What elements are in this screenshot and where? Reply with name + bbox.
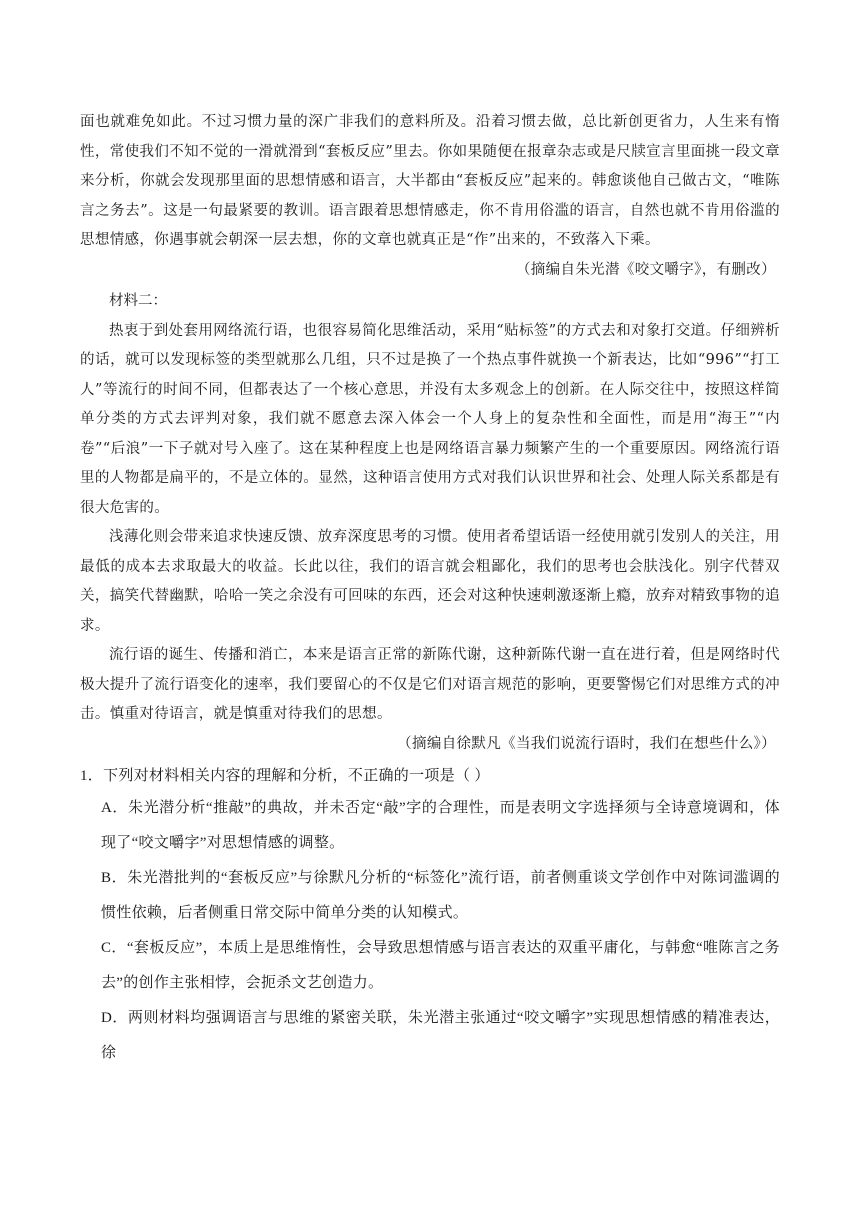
material-two-paragraph-1: 热衷于到处套用网络流行语，也很容易简化思维活动，采用“贴标签”的方式去和对象打交道。仔细辨析的话，就可以发现标签的类型就那么几组，只不过是换了一个热点事件就换一个新表达，比如“996”“打工人”等流行的时间不同，但都表达了一个核心意思，并没有太多观念上的创新。在人际交往中，按照这样简单分类的方式去评判对象，我们就不愿意去深入体会一个人身上的复杂性和全面性，而是用“海王”“内卷”“后浪”一下子就对号入座了。这在某种程度上也是网络语言暴力频繁产生的一个重要原因。网络流行语里的人物都是扁平的，不是立体的。显然，这种语言使用方式对我们认识世界和社会、处理人际关系都是有很大危害的。	[80, 322, 780, 516]
question-option-d: D．两则材料均强调语言与思维的紧密关联，朱光潜主张通过“咬文嚼字”实现思想情感的精准表达，徐	[101, 1010, 780, 1061]
material-one-paragraph: 面也就难免如此。不过习惯力量的深广非我们的意料所及。沿着习惯去做，总比新创更省力，人生来有惰性，常使我们不知不觉的一滑就滑到“套板反应”里去。你如果随便在报章杂志或是尺牍宣言里面挑一段文章来分析，你就会发现那里面的思想情感和语言，大半都由“套板反应”起来的。韩愈谈他自己做古文，“唯陈言之务去”。这是一句最紧要的教训。语言跟着思想情感走，你不肯用俗滥的语言，自然也就不肯用俗滥的思想情感，你遇事就会朝深一层去想，你的文章也就真正是“作”出来的，不致落入下乘。	[80, 114, 780, 248]
question-stem: 1．下列对材料相关内容的理解和分析，不正确的一项是（ ）	[80, 768, 490, 784]
material-two-paragraph-3: 流行语的诞生、传播和消亡，本来是语言正常的新陈代谢，这种新陈代谢一直在进行着，但是网络时代极大提升了流行语变化的速率，我们要留心的不仅是它们对语言规范的影响，更要警惕它们对思维方式的冲击。慎重对待语言，就是慎重对待我们的思想。	[80, 647, 780, 722]
material-two-heading: 材料二：	[109, 293, 167, 309]
document-body	[80, 108, 780, 1071]
material-two-source: （摘编自徐默凡《当我们说流行语时，我们在想些什么》）	[397, 735, 776, 752]
question-option-a: A．朱光潜分析“推敲”的典故，并未否定“敲”字的合理性，而是表明文字选择须与全诗意境调和，体现了“咬文嚼字”对思想情感的调整。	[101, 800, 780, 851]
material-one-source: （摘编自朱光潜《咬文嚼字》，有删改）	[515, 261, 776, 278]
material-two-paragraph-2: 浅薄化则会带来追求快速反馈、放弃深度思考的习惯。使用者希望话语一经使用就引发别人的关注，用最低的成本去求取最大的收益。长此以往，我们的语言就会粗鄙化，我们的思考也会肤浅化。别字代替双关，搞笑代替幽默，哈哈一笑之余没有可回味的东西，还会对这种快速刺激逐渐上瘾，放弃对精致事物的追求。	[80, 529, 780, 634]
question-option-c: C．“套板反应”，本质上是思维惰性，会导致思想情感与语言表达的双重平庸化，与韩愈“唯陈言之务去”的创作主张相悖，会扼杀文艺创造力。	[101, 940, 780, 991]
question-option-b: B．朱光潜批判的“套板反应”与徐默凡分析的“标签化”流行语，前者侧重谈文学创作中对陈词滥调的惯性依赖，后者侧重日常交际中简单分类的认知模式。	[101, 870, 780, 921]
